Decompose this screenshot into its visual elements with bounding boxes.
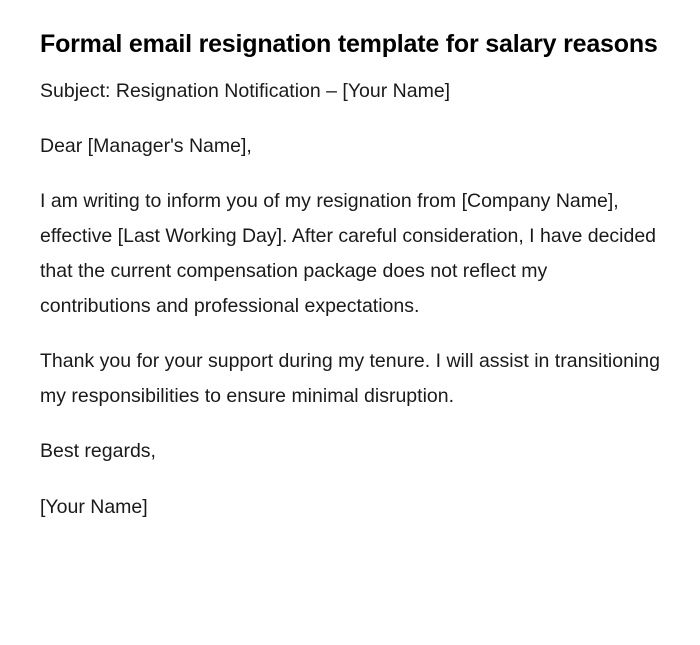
page-title: Formal email resignation template for salary reasons: [40, 30, 658, 58]
email-body-paragraph-1: I am writing to inform you of my resignation from [Company Name], effective [Last Working Day]. After careful consideration, I have decided that the current compensation package does not reflect my contributions and professional expectations.: [40, 190, 657, 317]
email-subject-line: Subject: Resignation Notification – [Your Name]: [40, 80, 451, 102]
email-body-paragraph-2: Thank you for your support during my tenure. I will assist in transitioning my responsibilities to ensure minimal disruption.: [40, 350, 660, 407]
email-greeting: Dear [Manager's Name],: [40, 135, 252, 157]
document-body: [40, 22, 660, 525]
email-signature: [Your Name]: [40, 496, 148, 518]
email-closing: Best regards,: [40, 440, 156, 462]
